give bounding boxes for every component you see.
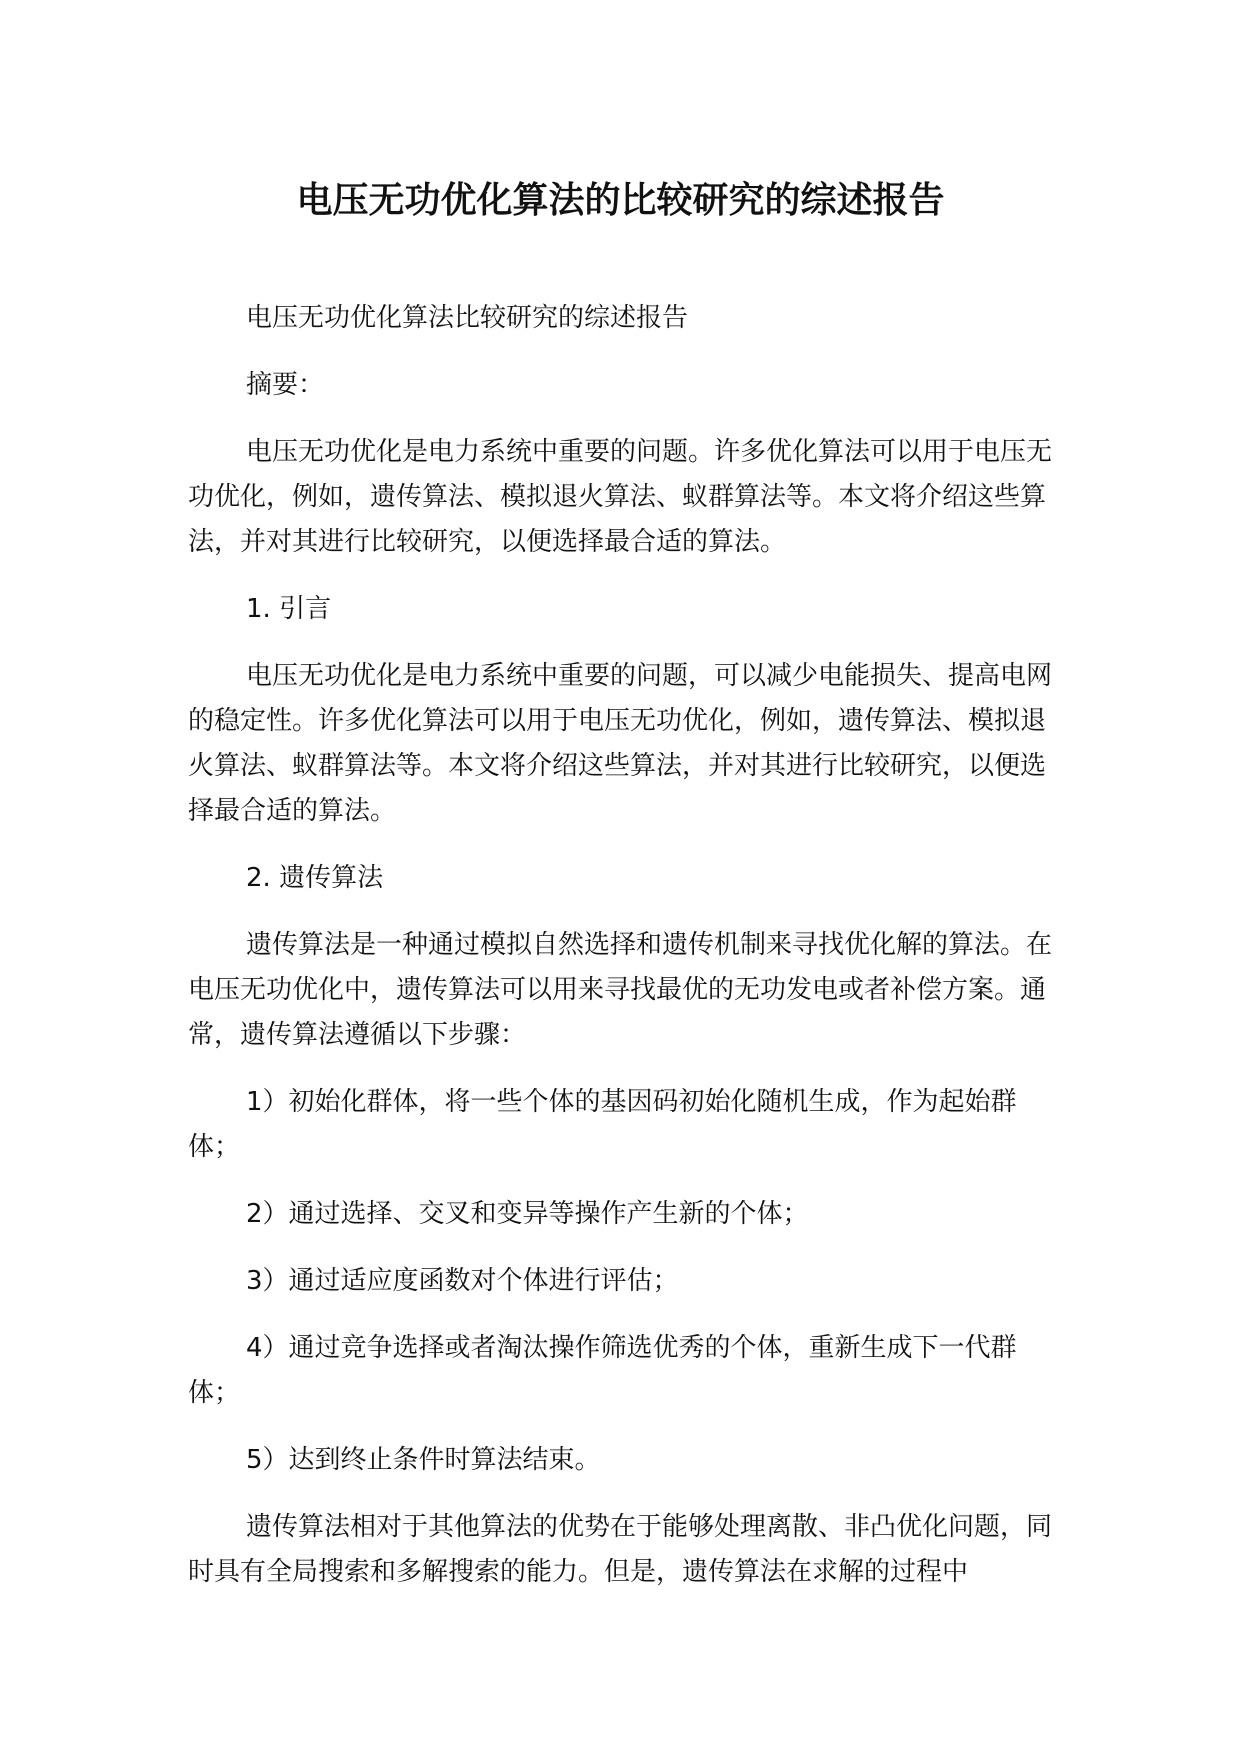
genetic-algorithm-paragraph: 遗传算法是一种通过模拟自然选择和遗传机制来寻找优化解的算法。在电压无功优化中，遗传算法可以用来寻找最优的无功发电或者补偿方案。通常，遗传算法遵循以下步骤： — [188, 930, 1053, 1050]
advantages-paragraph: 遗传算法相对于其他算法的优势在于能够处理离散、非凸优化问题，同时具有全局搜索和多解搜索的能力。但是，遗传算法在求解的过程中 — [188, 1512, 1053, 1587]
abstract-paragraph: 电压无功优化是电力系统中重要的问题。许多优化算法可以用于电压无功优化，例如，遗传算法、模拟退火算法、蚁群算法等。本文将介绍这些算法，并对其进行比较研究，以便选择最合适的算法。 — [188, 437, 1053, 557]
document-title: 电压无功优化算法的比较研究的综述报告 — [296, 180, 945, 221]
step-item: 2）通过选择、交叉和变异等操作产生新的个体； — [246, 1199, 809, 1229]
step-item: 5）达到终止条件时算法结束。 — [246, 1445, 601, 1475]
subtitle-paragraph: 电压无功优化算法比较研究的综述报告 — [246, 303, 689, 333]
step-item: 4）通过竞争选择或者淘汰操作筛选优秀的个体，重新生成下一代群体； — [188, 1333, 1017, 1408]
abstract-heading: 摘要： — [246, 370, 325, 400]
section-heading-genetic-algorithm: 2. 遗传算法 — [246, 863, 384, 893]
introduction-paragraph: 电压无功优化是电力系统中重要的问题，可以减少电能损失、提高电网的稳定性。许多优化算法可以用于电压无功优化，例如，遗传算法、模拟退火算法、蚁群算法等。本文将介绍这些算法，并对其进行比较研究，以便选择最合适的算法。 — [188, 661, 1053, 826]
step-item: 1）初始化群体，将一些个体的基因码初始化随机生成，作为起始群体； — [188, 1087, 1017, 1162]
section-heading-introduction: 1. 引言 — [246, 594, 332, 624]
step-item: 3）通过适应度函数对个体进行评估； — [246, 1266, 679, 1296]
document-body — [188, 296, 1068, 1617]
